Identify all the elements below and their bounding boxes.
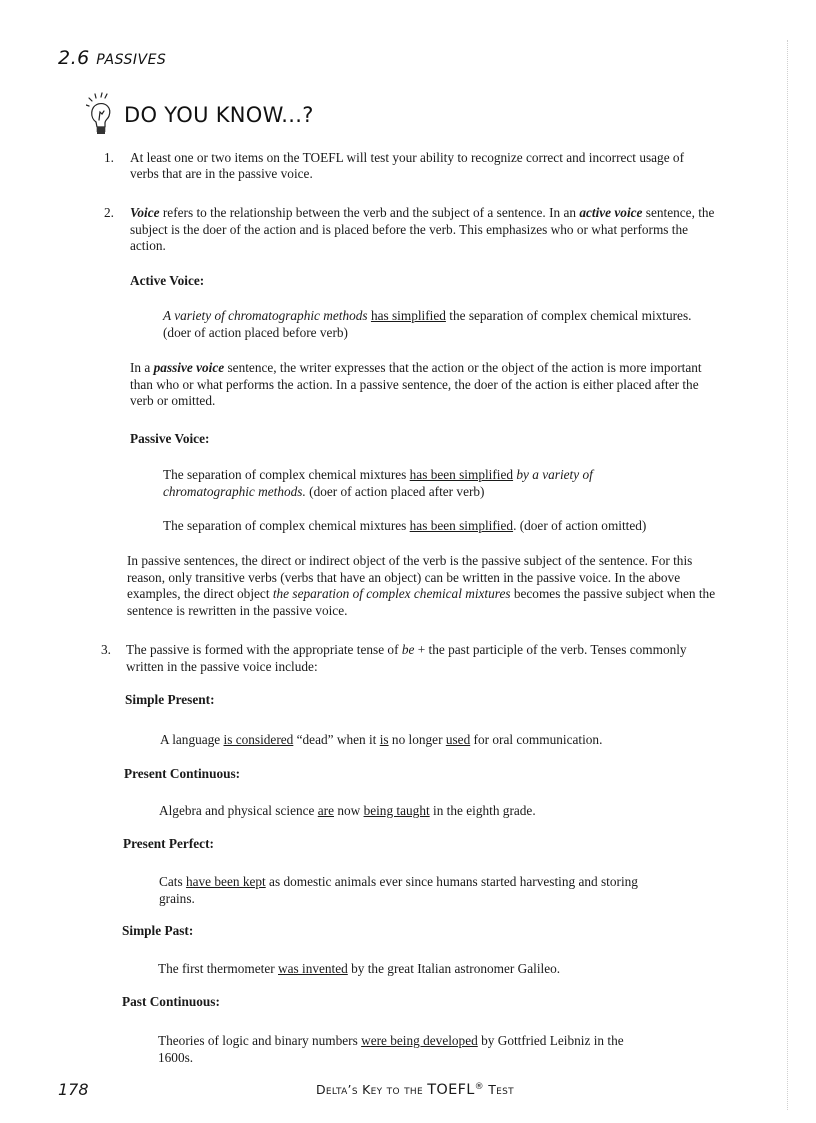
page-edge-divider — [787, 40, 788, 1110]
text: A language — [160, 732, 224, 747]
active-voice-label: Active Voice: — [130, 273, 205, 288]
list-number: 1. — [104, 150, 114, 165]
do-you-know-callout — [86, 92, 314, 138]
text: In a — [130, 360, 154, 375]
callout-title: DO YOU KNOW...? — [124, 103, 314, 127]
text: . (doer of action omitted) — [513, 518, 647, 533]
text: for oral communication. — [470, 732, 603, 747]
passive-voice-label: Passive Voice: — [130, 431, 210, 446]
text: in the eighth grade. — [429, 803, 536, 818]
example-active — [163, 307, 703, 341]
section-title: PASSIVES — [96, 52, 167, 68]
term-active-voice: active voice — [579, 205, 643, 220]
text: the separation of complex chemical mixtures. (doer of action placed before verb) — [163, 308, 692, 340]
underlined-verb: is — [379, 732, 389, 747]
tense-label-simple-present: Simple Present: — [125, 692, 215, 707]
paragraph-passive-voice — [130, 360, 716, 410]
paragraph-item-2 — [130, 205, 716, 255]
text: + the past participle of the verb. Tenses commonly written in the passive voice include: — [126, 642, 687, 674]
paragraph-objects — [127, 553, 719, 619]
section-heading — [58, 47, 166, 69]
underlined-verb: are — [317, 803, 334, 818]
underlined-verb: being taught — [363, 803, 430, 818]
text: by a variety of chromatographic methods. — [163, 467, 593, 499]
text: A variety of chromatographic methods — [163, 308, 368, 323]
text: In passive sentences, the direct or indirect object of the verb is the passive subject of the sentence. For this reason, only transitive verbs (verbs that have an object) can be written in the passive voice. In the above examples, the direct object — [127, 553, 693, 601]
text: refers to the relationship between the verb and the subject of a sentence. In an — [159, 205, 580, 220]
text: no longer — [388, 732, 446, 747]
term-voice: Voice — [130, 205, 160, 220]
registered-mark: ® — [474, 1082, 484, 1092]
text: “dead” when it — [293, 732, 380, 747]
section-number: 2.6 — [58, 47, 90, 69]
text: Algebra and physical science — [159, 803, 318, 818]
underlined-verb: used — [445, 732, 471, 747]
example-simple-past — [158, 961, 698, 977]
tense-label-present-continuous: Present Continuous: — [124, 766, 241, 781]
underlined-verb: is considered — [223, 732, 294, 747]
tense-label-present-perfect: Present Perfect: — [123, 836, 214, 851]
underlined-verb: has been simplified — [409, 467, 514, 482]
underlined-verb: were being developed — [361, 1033, 478, 1048]
text: becomes the passive subject when the sentence is rewritten in the passive voice. — [127, 586, 716, 618]
text: Cats — [159, 874, 186, 889]
text: sentence, the subject is the doer of the action and is placed before the verb. This emphasizes who or what performs the action. — [130, 205, 715, 253]
underlined-verb: has been simplified — [409, 518, 514, 533]
example-past-continuous — [158, 1032, 648, 1066]
paragraph-item-1: At least one or two items on the TOEFL will test your ability to recognize correct and incorrect usage of verbs that are in the passive voice. — [130, 150, 685, 181]
text: (doer of action placed after verb) — [305, 484, 485, 499]
footer-text: Test — [483, 1082, 514, 1098]
example-passive-1 — [163, 466, 663, 500]
term-passive-voice: passive voice — [153, 360, 225, 375]
tense-label-simple-past: Simple Past: — [122, 923, 194, 938]
underlined-verb: was invented — [278, 961, 348, 976]
text: The first thermometer — [158, 961, 278, 976]
text: as domestic animals ever since humans started harvesting and storing grains. — [159, 874, 638, 906]
underlined-verb: have been kept — [185, 874, 266, 889]
example-present-perfect — [159, 873, 659, 907]
text: The separation of complex chemical mixtures — [163, 518, 410, 533]
term-direct-object: the separation of complex chemical mixtures — [272, 586, 511, 601]
tense-label-past-continuous: Past Continuous: — [122, 994, 220, 1009]
list-number: 2. — [104, 205, 114, 220]
text: The passive is formed with the appropriate tense of — [126, 642, 402, 657]
running-footer-title — [316, 1082, 514, 1098]
footer-text-toefl: TOEFL — [427, 1082, 475, 1099]
text: sentence, the writer expresses that the action or the object of the action is more important than who or what performs the action. In a passive sentence, the doer of the action is either placed after the verb or omitted. — [130, 360, 702, 408]
footer-text: Delta’s Key to the — [316, 1082, 428, 1098]
list-number: 3. — [101, 642, 111, 657]
underlined-verb: has simplified — [370, 308, 446, 323]
text: The separation of complex chemical mixtures — [163, 467, 410, 482]
example-passive-2 — [163, 518, 723, 534]
page-number: 178 — [58, 1080, 89, 1099]
text: by the great Italian astronomer Galileo. — [347, 961, 561, 976]
example-present-continuous — [159, 803, 699, 819]
text: by Gottfried Leibniz in the 1600s. — [158, 1033, 624, 1065]
term-be: be — [401, 642, 415, 657]
lightbulb-icon — [86, 92, 122, 138]
paragraph-item-3 — [126, 642, 716, 675]
example-simple-present — [160, 732, 700, 748]
text: now — [334, 803, 364, 818]
text: Theories of logic and binary numbers — [158, 1033, 362, 1048]
